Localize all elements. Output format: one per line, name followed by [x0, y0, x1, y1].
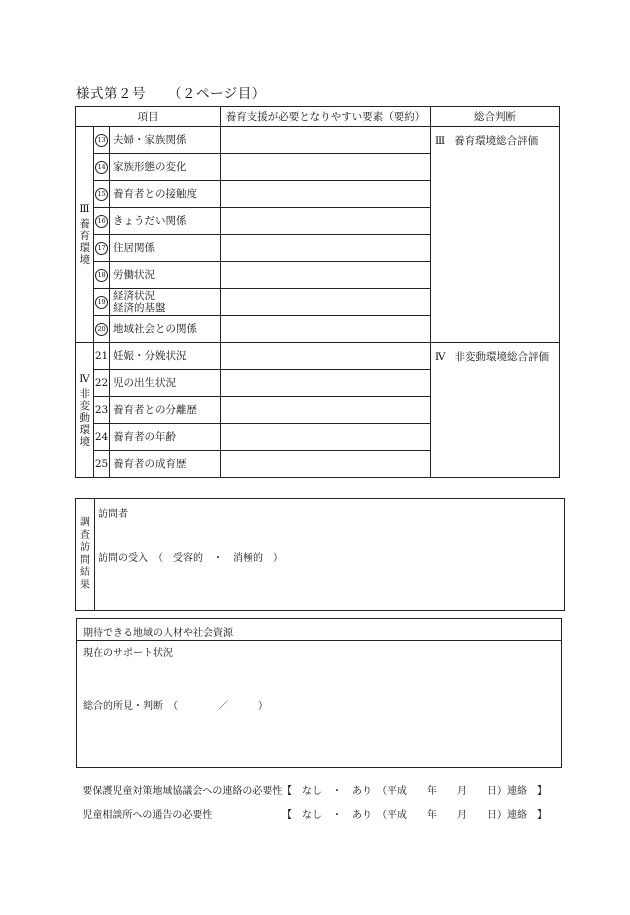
item-number-text: 16: [95, 215, 108, 228]
page-label: （２ページ目）: [168, 86, 266, 102]
item-number-text: 17: [95, 242, 108, 255]
visit-side-text: 調査訪問結果: [80, 517, 90, 591]
item-label: [110, 289, 221, 316]
item-number-text: 21: [94, 350, 109, 362]
contact-line-child-center: [76, 795, 547, 821]
elements-cell[interactable]: [221, 208, 431, 235]
elements-cell[interactable]: [221, 127, 431, 154]
item-number: [94, 289, 110, 316]
table-row: [76, 127, 560, 154]
current-support-field: 現在のサポート状況: [83, 648, 173, 659]
item-text: 夫婦・家族関係: [113, 134, 187, 146]
item-number: [94, 235, 110, 262]
elements-cell[interactable]: [221, 343, 431, 370]
item-number-text: 18: [95, 269, 108, 282]
item-text: 養育者との接触度: [113, 188, 197, 200]
judgement-cell[interactable]: [431, 343, 560, 478]
support-heading: 期待できる地域の人材や社会資源: [83, 628, 233, 639]
item-number: [94, 181, 110, 208]
item-label: [110, 235, 221, 262]
item-label: [110, 424, 221, 451]
item-label: [110, 451, 221, 478]
item-number: [94, 451, 110, 478]
item-text: きょうだい関係: [113, 215, 187, 227]
elements-cell[interactable]: [221, 154, 431, 181]
item-number: [94, 424, 110, 451]
item-number-text: 20: [95, 323, 108, 336]
item-number-text: 14: [95, 161, 108, 174]
section-label: [76, 343, 94, 478]
section-roman: Ⅲ: [79, 203, 90, 215]
item-number: [94, 397, 110, 424]
elements-cell[interactable]: [221, 397, 431, 424]
item-label: [110, 343, 221, 370]
elements-cell[interactable]: [221, 424, 431, 451]
item-number: [94, 127, 110, 154]
support-box: [76, 618, 562, 768]
table-row: [76, 343, 560, 370]
item-number-text: 13: [95, 134, 108, 147]
item-text: 養育者の成育歴: [113, 458, 187, 470]
contact-options: 【 なし ・ あり （平成 年 月 日）連絡 】: [282, 786, 547, 797]
item-text: 地域社会との関係: [113, 323, 197, 335]
judgement-roman: Ⅳ: [435, 351, 446, 363]
page-title: [76, 82, 266, 102]
item-number: [94, 262, 110, 289]
item-label: [110, 397, 221, 424]
support-heading-row: [77, 619, 561, 641]
header-elements: 養育支援が必要となりやすい要素（要約）: [221, 107, 431, 127]
section-title: 非変動環境: [79, 387, 90, 448]
item-number-text: 23: [94, 404, 109, 416]
section-label: [76, 127, 94, 343]
elements-cell[interactable]: [221, 235, 431, 262]
contact-options: 【 なし ・ あり （平成 年 月 日）連絡 】: [282, 810, 547, 821]
item-text: 養育者との分離歴: [113, 404, 197, 416]
form-title: 様式第２号: [76, 86, 146, 102]
item-label: [110, 181, 221, 208]
elements-cell[interactable]: [221, 262, 431, 289]
section-roman: Ⅳ: [79, 372, 90, 385]
item-number: [94, 154, 110, 181]
item-number-text: 19: [95, 296, 108, 309]
judgement-cell[interactable]: [431, 127, 560, 343]
item-text: 経済状況: [113, 290, 155, 302]
elements-cell[interactable]: [221, 451, 431, 478]
item-number: [94, 370, 110, 397]
elements-cell[interactable]: [221, 370, 431, 397]
visitor-field: 訪問者: [98, 509, 128, 520]
visit-side-label: [76, 499, 95, 610]
item-label: [110, 262, 221, 289]
item-label: [110, 154, 221, 181]
item-text: 労働状況: [113, 269, 155, 281]
item-text: 養育者の年齢: [113, 431, 176, 443]
item-number-text: 22: [94, 377, 109, 389]
item-number-text: 25: [94, 458, 109, 470]
assessment-table: [75, 106, 560, 478]
elements-cell[interactable]: [221, 316, 431, 343]
section-title: 養育環境: [79, 218, 90, 266]
contact-label: 要保護児童対策地域協議会への連絡の必要性: [82, 786, 283, 797]
item-label: [110, 316, 221, 343]
item-number: [94, 343, 110, 370]
header-judgement: 総合判断: [431, 107, 560, 127]
item-text-line2: 経済的基盤: [113, 302, 166, 314]
visit-acceptance-field: 訪問の受入 （ 受容的 ・ 消極的 ）: [98, 553, 283, 564]
table-header-row: [76, 107, 560, 127]
contact-line-council: [76, 771, 547, 797]
item-text: 児の出生状況: [113, 377, 176, 389]
item-label: [110, 208, 221, 235]
visit-result-box: [75, 498, 565, 611]
judgement-label: 非変動環境総合評価: [454, 351, 550, 363]
item-number-text: 24: [94, 431, 109, 443]
judgement-label: 養育環境総合評価: [454, 135, 539, 147]
item-text: 家族形態の変化: [113, 161, 187, 173]
judgement-roman: Ⅲ: [435, 135, 446, 147]
item-number-text: 15: [95, 188, 108, 201]
contact-label: 児童相談所への通告の必要性: [82, 810, 213, 821]
item-label: [110, 127, 221, 154]
item-number: [94, 316, 110, 343]
item-text: 妊娠・分娩状況: [113, 350, 187, 362]
item-text: 住居関係: [113, 242, 155, 254]
elements-cell[interactable]: [221, 181, 431, 208]
item-number: [94, 208, 110, 235]
header-item: 項目: [76, 107, 221, 127]
overall-judgement-field: 総合的所見・判断 （ ／ ）: [83, 701, 268, 712]
elements-cell[interactable]: [221, 289, 431, 316]
item-label: [110, 370, 221, 397]
